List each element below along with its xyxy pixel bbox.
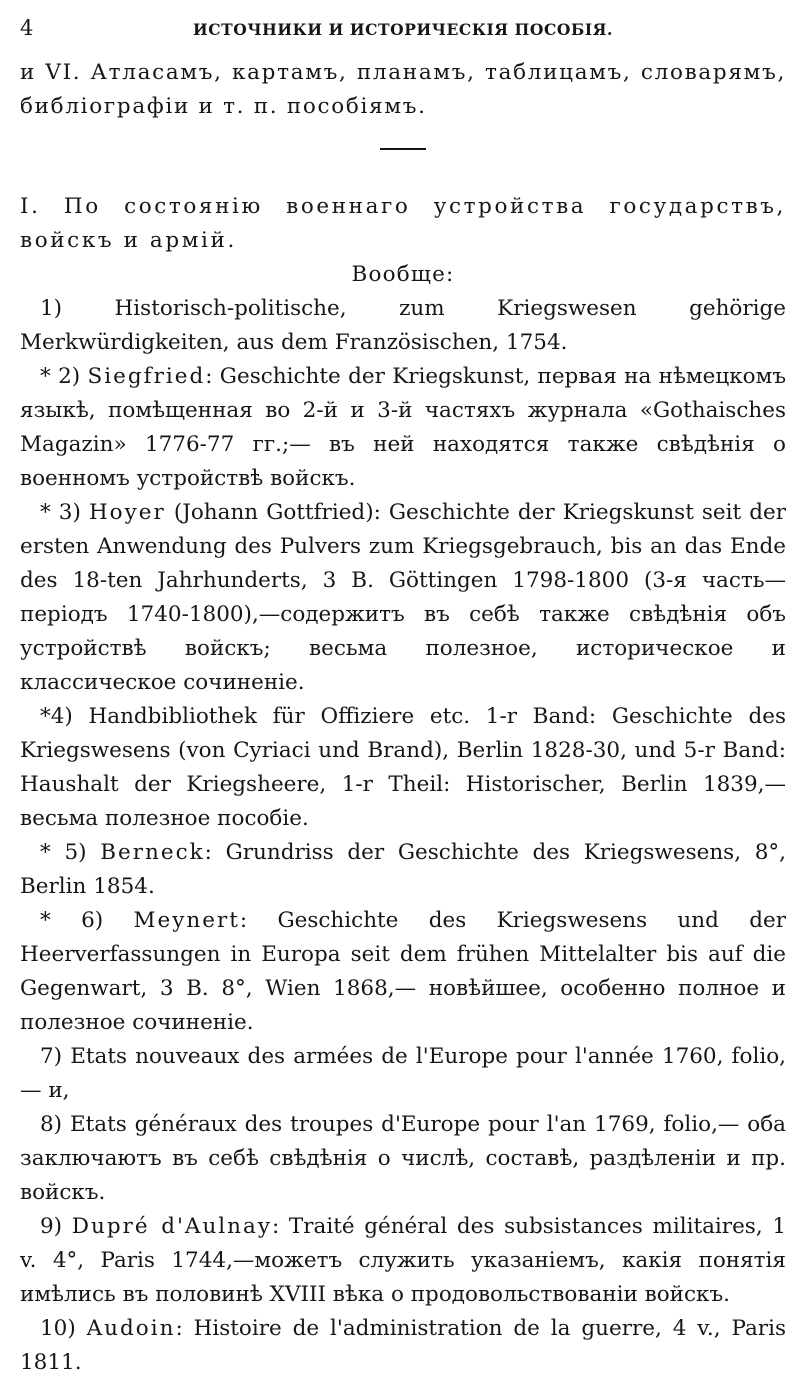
entry-text: : Histoire de l'administration de la guerre, 4 v., Paris 1811.: [20, 1316, 786, 1375]
bibliography-entry-4: [20, 700, 786, 836]
entry-lead: * 5): [40, 840, 101, 865]
entry-text: 7) Etats nouveaux des armées de l'Europe pour l'année 1760, folio, — и,: [20, 1044, 786, 1103]
entry-text: : Geschichte der Kriegskunst, первая на нѣмецкомъ языкѣ, помѣщенная во 2-й и 3-й частяхъ журнала «Gothaisches Magazin» 1776-77 гг.;— въ ней находятся также свѣдѣнія о военномъ устройствѣ войскъ.: [20, 364, 786, 491]
entry-author: Berneck: [100, 840, 205, 865]
running-title: ИСТОЧНИКИ И ИСТОРИЧЕСКІЯ ПОСОБІЯ.: [192, 20, 613, 39]
bibliography-list: [20, 292, 786, 1380]
entry-author: Audoin: [86, 1316, 176, 1341]
entry-lead: 9): [40, 1214, 72, 1239]
bibliography-entry-5: [20, 836, 786, 904]
bibliography-entry-6: [20, 904, 786, 1040]
bibliography-entry-2: [20, 360, 786, 496]
entry-text: : Traité général des subsistances militaires, 1 v. 4°, Paris 1744,—можетъ служить указаніемъ, какія понятія имѣлись въ половинѣ XVIII вѣка о продовольствованіи войскъ.: [20, 1214, 787, 1307]
entry-author: Dupré d'Aulnay: [71, 1214, 272, 1239]
entry-author: Hoyer: [88, 500, 166, 525]
section-heading: I. По состоянію военнаго устройства государствъ, войскъ и армій.: [20, 194, 786, 253]
entry-text: : Geschichte des Kriegswesens und der Heerverfassungen in Europa seit dem frühen Mittelalter bis auf die Gegenwart, 3 B. 8°, Wien 1868,— новѣйшее, особенно полное и полезное сочиненіе.: [20, 908, 786, 1035]
entry-author: Meynert: [133, 908, 240, 933]
entry-lead: * 6): [40, 908, 134, 933]
bibliography-entry-9: [20, 1210, 786, 1312]
entry-lead: * 2): [40, 364, 88, 389]
bibliography-entry-3: [20, 496, 786, 700]
entry-text: (Johann Gottfried): Geschichte der Kriegskunst seit der ersten Anwendung des Pulvers zum Kriegsgebrauch, bis an das Ende des 18-ten Jahrhunderts, 3 B. Göttingen 1798-1800 (3-я часть— періодъ 1740-1800),—содержитъ въ себѣ также свѣдѣнія объ устройствѣ войскъ; весьма полезное, историческое и классическое сочиненіе.: [20, 500, 786, 695]
intro-paragraph: и VI. Атласамъ, картамъ, планамъ, таблицамъ, словарямъ, библіографіи и т. п. пособіямъ.: [20, 60, 786, 119]
bibliography-entry-1: [20, 292, 786, 360]
section-divider: [380, 148, 426, 150]
entry-author: Siegfried: [87, 364, 206, 389]
bibliography-entry-10: [20, 1312, 786, 1380]
bibliography-entry-8: [20, 1108, 786, 1210]
entry-text: : Grundriss der Geschichte des Kriegswesens, 8°, Berlin 1854.: [20, 840, 786, 899]
entry-text: *4) Handbibliothek für Offiziere etc. 1-r Band: Geschichte des Kriegswesens (von Cyriaci und Brand), Berlin 1828-30, und 5-r Band: Haushalt der Kriegsheere, 1-r Theil: Historischer, Berlin 1839,— весьма полезное пособіе.: [20, 704, 786, 831]
entry-text: 8) Etats généraux des troupes d'Europe pour l'an 1769, folio,— оба заключаютъ въ себѣ свѣдѣнія о числѣ, составѣ, раздѣленіи и пр. войскъ.: [20, 1112, 786, 1205]
entry-text: 1) Historisch-politische, zum Kriegswesen gehörige Merkwürdigkeiten, aus dem Französischen, 1754.: [20, 296, 786, 355]
page-header: [20, 14, 786, 48]
entry-lead: * 3): [40, 500, 89, 525]
entry-lead: 10): [40, 1316, 87, 1341]
page-number: 4: [20, 16, 34, 40]
section-subheading: Вообще:: [351, 262, 455, 287]
bibliography-entry-7: [20, 1040, 786, 1108]
